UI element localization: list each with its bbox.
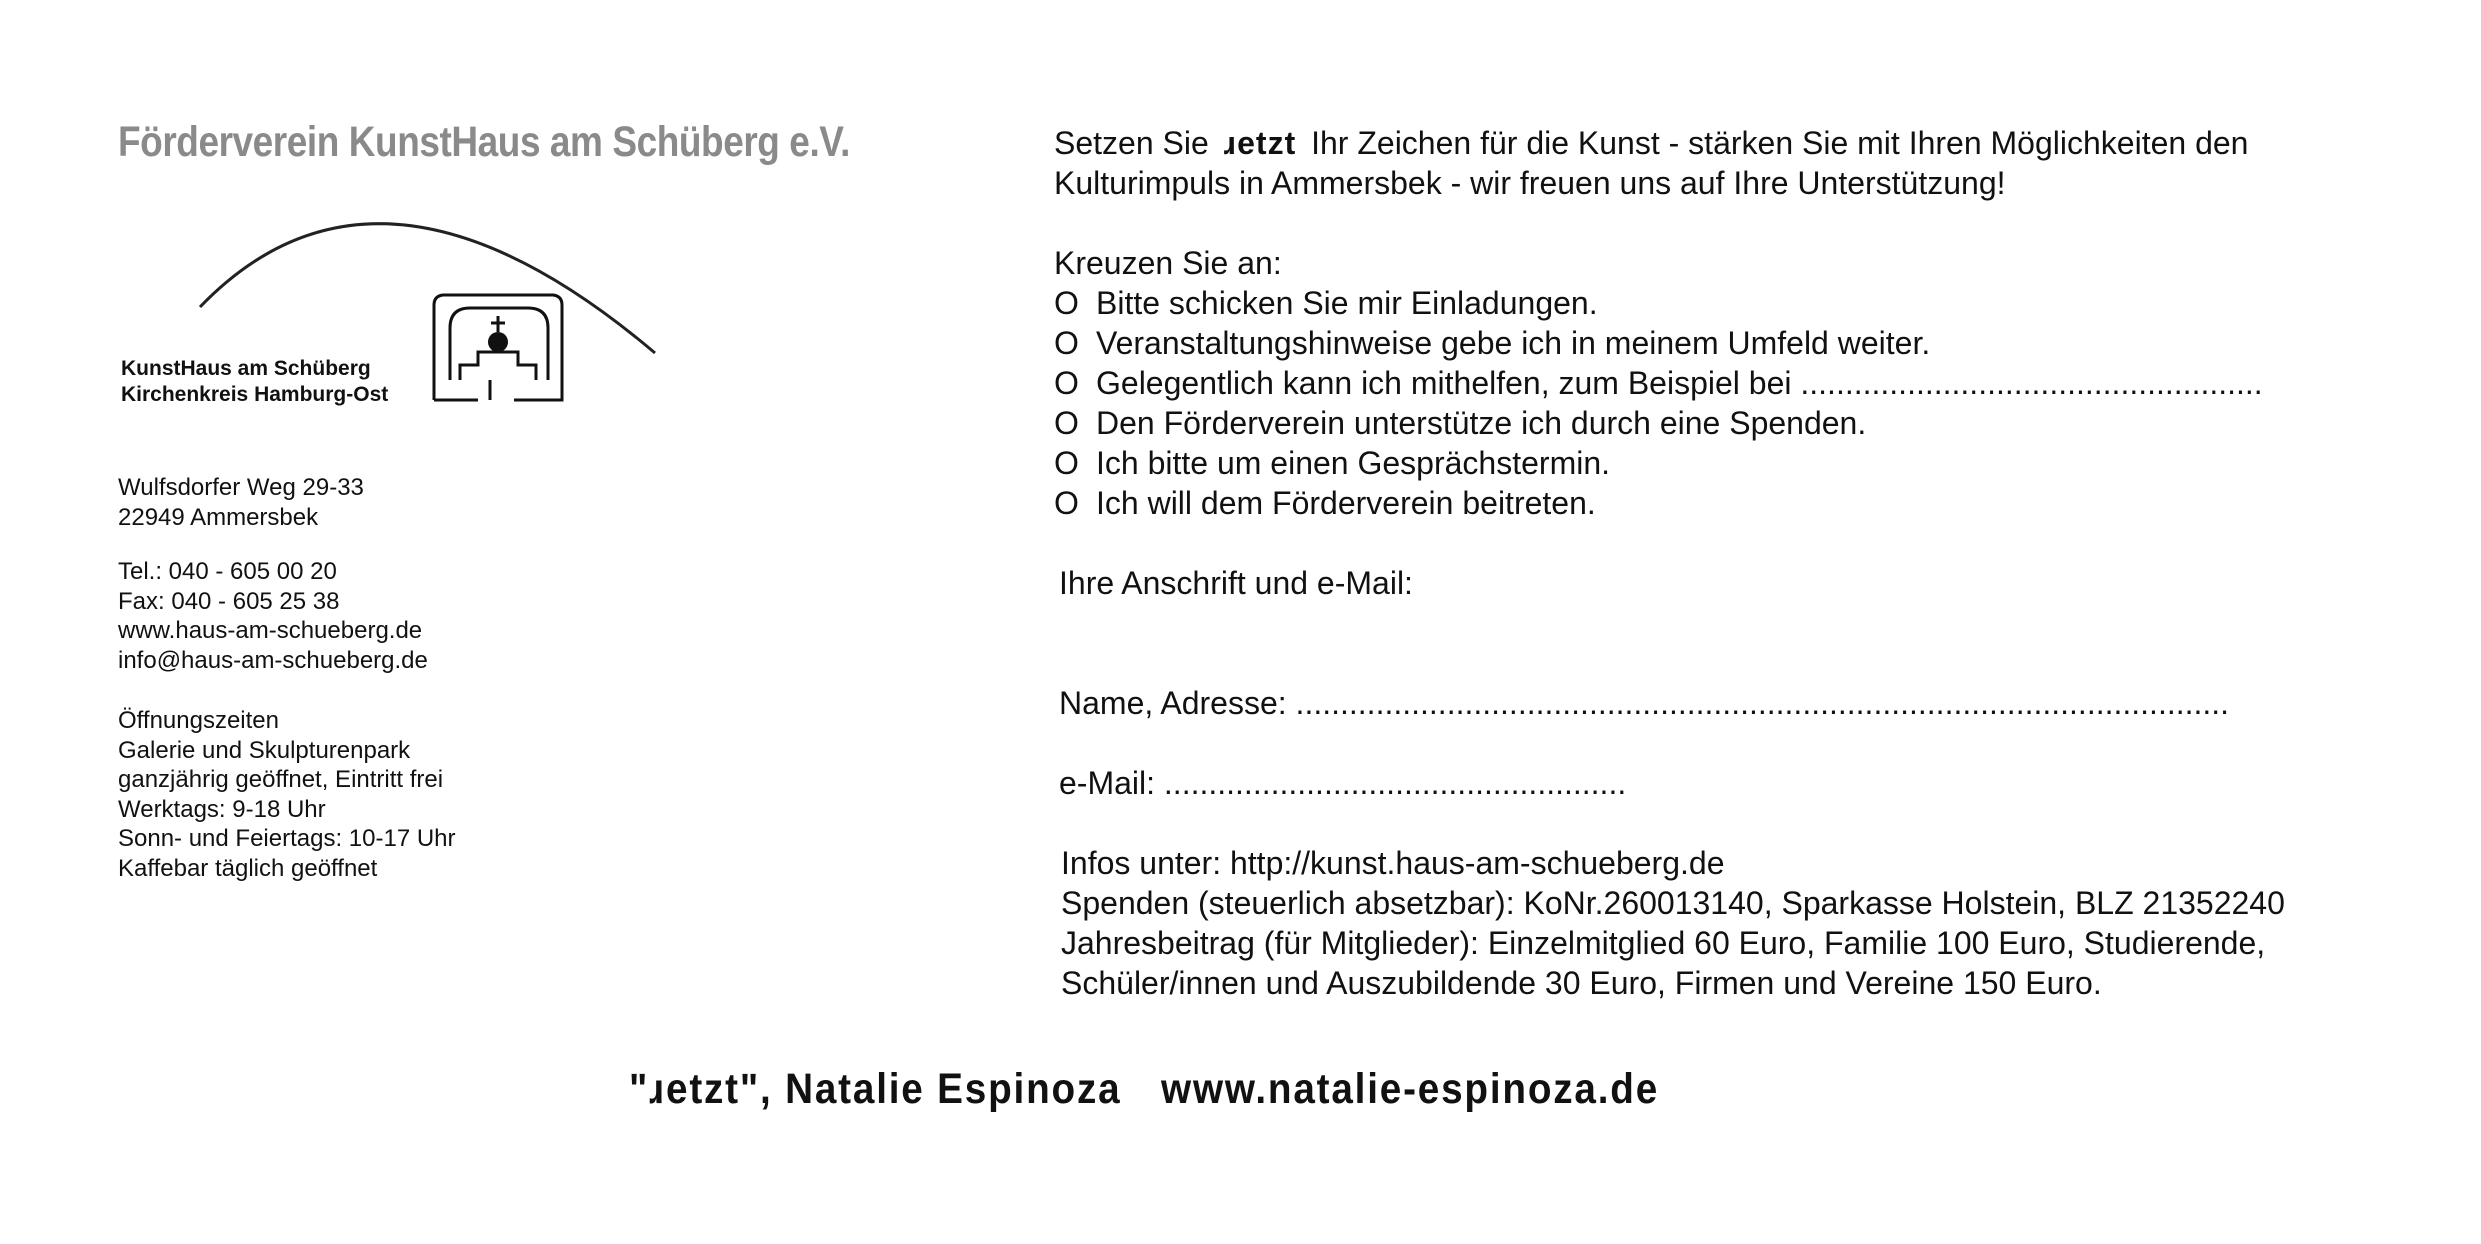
options-heading: Kreuzen Sie an: [1054,245,1282,281]
contact-block [118,557,428,675]
address-line: Wulfsdorfer Weg 29-33 [118,474,364,501]
hours-line: Galerie und Skulpturenpark [118,736,411,764]
email-field[interactable]: e-Mail: .................................................... [1059,765,1627,801]
option-item [1054,443,2263,483]
option-item [1054,403,2263,443]
info-donation: Spenden (steuerlich absetzbar): KoNr.260013140, Sparkasse Holstein, BLZ 21352240 [1061,885,2285,921]
info-membership-cont: Schüler/innen und Auszubildende 30 Euro, Firmen und Vereine 150 Euro. [1061,965,2102,1001]
option-checkbox[interactable]: O [1054,325,1079,361]
option-checkbox[interactable]: O [1054,405,1079,441]
fax: Fax: 040 - 605 25 38 [118,587,340,615]
logo-line-1: KunstHaus am Schüberg [121,357,371,380]
option-label: Bitte schicken Sie mir Einladungen. [1096,285,1598,321]
option-label: Ich will dem Förderverein beitreten. [1096,485,1596,521]
hours-line: Werktags: 9-18 Uhr [118,795,326,823]
option-label: Gelegentlich kann ich mithelfen, zum Beispiel bei .................................................... [1096,365,2263,401]
footer-credit [629,1065,1659,1114]
intro-line-2: Kulturimpuls in Ammersbek - wir freuen uns auf Ihre Unterstützung! [1054,165,2006,201]
info-membership: Jahresbeitrag (für Mitglieder): Einzelmitglied 60 Euro, Familie 100 Euro, Studierende, [1061,925,2266,961]
name-address-field[interactable]: Name, Adresse: ......................................................................................................... [1059,685,2230,721]
option-label: Ich bitte um einen Gesprächstermin. [1096,445,1611,481]
address-label: Ihre Anschrift und e-Mail: [1059,565,1413,601]
info-block [1061,843,2285,1003]
hours-line: Öffnungszeiten [118,707,280,734]
intro-post: Ihr Zeichen für die Kunst - stärken Sie mit Ihren Möglichkeiten den [1311,125,2249,161]
option-item [1054,483,2263,523]
option-label: Veranstaltungshinweise gebe ich in meinem Umfeld weiter. [1096,325,1931,361]
footer-url: www.natalie-espinoza.de [1161,1065,1660,1113]
option-checkbox[interactable]: O [1054,365,1079,401]
hours-line: Sonn- und Feiertags: 10-17 Uhr [118,825,456,852]
address-block [118,473,364,532]
intro-pre: Setzen Sie [1054,125,1209,161]
organization-title: Förderverein KunstHaus am Schüberg e.V. [118,118,850,166]
intro-text [1054,123,2248,203]
address-line: 22949 Ammersbek [118,503,319,531]
footer-title: "ɹetzt", Natalie Espinoza [629,1065,1122,1113]
option-item [1054,363,2263,403]
option-checkbox[interactable]: O [1054,445,1079,481]
website: www.haus-am-schueberg.de [118,617,423,644]
option-item [1054,283,2263,323]
logo-line-2: Kirchenkreis Hamburg-Ost [121,383,389,406]
option-checkbox[interactable]: O [1054,285,1079,321]
option-item [1054,323,2263,363]
options-list [1054,243,2263,523]
intro-jetzt: ɹetzt [1223,125,1297,161]
info-url: Infos unter: http://kunst.haus-am-schueberg.de [1061,845,1725,881]
opening-hours-block [118,706,456,883]
hours-line: Kaffebar täglich geöffnet [118,854,378,882]
email: info@haus-am-schueberg.de [118,646,428,674]
option-checkbox[interactable]: O [1054,485,1079,521]
option-label: Den Förderverein unterstütze ich durch eine Spenden. [1096,405,1867,441]
hours-line: ganzjährig geöffnet, Eintritt frei [118,766,444,793]
phone: Tel.: 040 - 605 00 20 [118,558,337,585]
